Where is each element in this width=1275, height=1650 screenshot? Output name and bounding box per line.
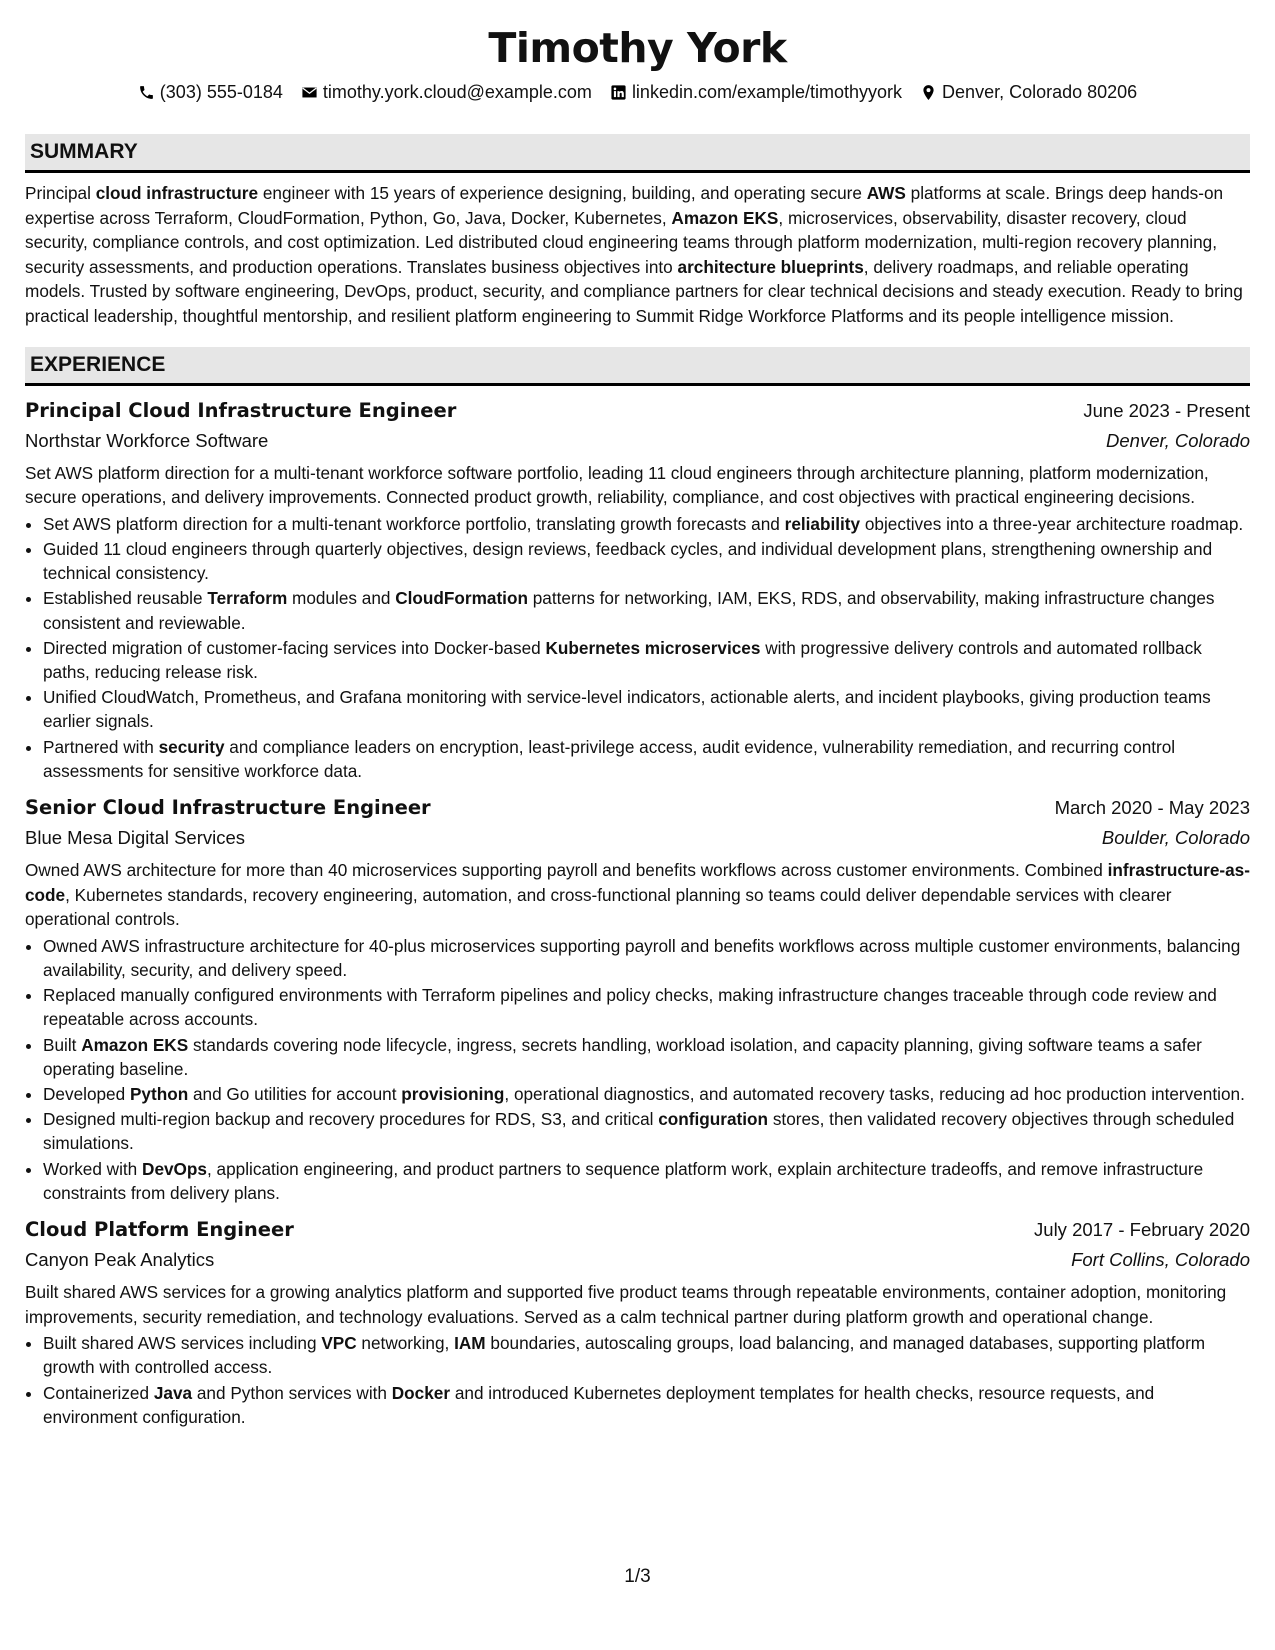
company-name: Canyon Peak Analytics <box>25 1249 215 1270</box>
bold-keyword: AWS <box>866 183 906 203</box>
company-name: Northstar Workforce Software <box>25 429 269 451</box>
linkedin-icon <box>610 84 627 101</box>
job-summary: Built shared AWS services for a growing analytics platform and supported five product teams through repeatable environments, container adoption, monitoring improvements, security remediation, and technology evaluations. Served as a calm technical partner during platform growth and operational change. <box>25 1282 1227 1327</box>
bullet-item: • Replaced manually configured environments with Terraform pipelines and policy checks, making infrastructure changes traceable through code review and repeatable across accounts. <box>43 983 1250 1031</box>
job-dates: June 2023 - Present <box>1083 399 1250 421</box>
bold-keyword: Python <box>129 1083 189 1104</box>
bullet-item: • Containerized Java and Python services with Docker and introduced Kubernetes deployment templates for health checks, resource requests, and environment configuration. <box>43 1381 1250 1429</box>
summary-paragraph: Principal cloud infrastructure engineer with 15 years of experience designing, building, and operating secure AWS platforms at scale. Brings deep hands-on expertise across Terraform, CloudFormation, Python, Go, Java, Docker, Kubernetes, Amazon EKS, microservices, observability, disaster recovery, cloud security, compliance controls, and cost optimization. Led distributed cloud engineering teams through platform modernization, multi-region recovery planning, security assessments, and production operations. Translates business objectives into architecture blueprints, delivery roadmaps, and reliable operating models. Trusted by software engineering, DevOps, product, security, and compliance partners for clear technical decisions and steady execution. Ready to bring practical leadership, thoughtful mentorship, and resilient platform engineering to Summit Ridge Workforce Platforms and its people intelligence mission. <box>25 183 1243 326</box>
job-location: Denver, Colorado <box>1106 429 1250 451</box>
bold-keyword: DevOps <box>142 1158 207 1179</box>
job-bullets <box>25 934 1250 1205</box>
bullet-item: • Directed migration of customer-facing services into Docker-based Kubernetes microservices with progressive delivery controls and automated rollback paths, reducing release risk. <box>43 636 1250 684</box>
bold-keyword: Java <box>153 1382 193 1403</box>
bullet-item: • Set AWS platform direction for a multi-tenant workforce portfolio, translating growth forecasts and reliability objectives into a three-year architecture roadmap. <box>43 512 1250 536</box>
job-title: Cloud Platform Engineer <box>25 1218 294 1241</box>
bold-keyword: reliability <box>784 513 861 534</box>
bold-keyword: Kubernetes microservices <box>545 637 761 658</box>
job-summary: Set AWS platform direction for a multi-tenant workforce software portfolio, leading 11 cloud engineers through architecture planning, platform modernization, secure operations, and delivery improvements. Connected product growth, reliability, compliance, and cost objectives with practical engineering decisions. <box>25 462 1209 508</box>
bullet-item: • Developed Python and Go utilities for account provisioning, operational diagnostics, and automated recovery tasks, reducing ad hoc production intervention. <box>43 1082 1250 1106</box>
bold-keyword: cloud infrastructure <box>95 183 259 203</box>
bold-keyword: Amazon EKS <box>671 207 779 228</box>
contact-location <box>920 80 1137 104</box>
bullet-item: • Built shared AWS services including VPC networking, IAM boundaries, autoscaling groups, load balancing, and managed databases, supporting platform growth with controlled access. <box>43 1331 1250 1379</box>
job-title-row <box>25 793 1250 823</box>
bold-keyword: IAM <box>454 1333 486 1354</box>
job-title: Senior Cloud Infrastructure Engineer <box>25 795 431 819</box>
page-number: 1/3 <box>624 1566 651 1587</box>
phone-icon <box>138 84 155 101</box>
job-company-row <box>25 426 1250 456</box>
envelope-icon <box>301 84 318 101</box>
company-name: Blue Mesa Digital Services <box>25 826 246 848</box>
phone-text: (303) 555-0184 <box>159 82 283 102</box>
map-pin-icon <box>920 84 937 101</box>
linkedin-link[interactable]: linkedin.com/example/timothyyork <box>631 82 903 102</box>
experience-list <box>25 396 1250 1429</box>
job-title-row <box>25 396 1250 426</box>
job-summary: Owned AWS architecture for more than 40 microservices supporting payroll and benefits workflows across customer environments. Combined infrastructure-as-code, Kubernetes standards, recovery engineering, automation, and cross-functional planning so teams could deliver dependable services with clearer operational controls. <box>25 859 1250 930</box>
bold-keyword: Terraform <box>207 588 288 609</box>
bullet-item: • Built Amazon EKS standards covering node lifecycle, ingress, secrets handling, workload isolation, and capacity planning, giving software teams a safer operating baseline. <box>43 1033 1250 1081</box>
location-text: Denver, Colorado 80206 <box>942 82 1138 102</box>
email-link[interactable]: timothy.york.cloud@example.com <box>322 82 592 102</box>
bold-keyword: Docker <box>391 1382 451 1403</box>
job-entry <box>25 793 1250 1205</box>
bullet-item: • Unified CloudWatch, Prometheus, and Grafana monitoring with service-level indicators, actionable alerts, and incident playbooks, giving production teams earlier signals. <box>43 685 1250 733</box>
contact-phone <box>138 80 283 104</box>
candidate-name: Timothy York <box>488 24 787 72</box>
job-entry <box>25 396 1250 783</box>
job-dates: July 2017 - February 2020 <box>1034 1219 1250 1240</box>
bullet-item: • Guided 11 cloud engineers through quarterly objectives, design reviews, feedback cycles, and individual development plans, strengthening ownership and technical consistency. <box>43 537 1250 585</box>
bold-keyword: provisioning <box>401 1083 505 1104</box>
bold-keyword: configuration <box>658 1109 769 1130</box>
bullet-item: • Designed multi-region backup and recovery procedures for RDS, S3, and critical configuration stores, then validated recovery objectives through scheduled simulations. <box>43 1107 1250 1155</box>
bullet-item: • Established reusable Terraform modules and CloudFormation patterns for networking, IAM, EKS, RDS, and observability, making infrastructure changes consistent and reviewable. <box>43 586 1250 634</box>
bold-keyword: infrastructure-as-code <box>25 859 1250 905</box>
summary-heading: SUMMARY <box>25 134 1250 173</box>
bold-keyword: security <box>158 736 225 757</box>
bold-keyword: Amazon EKS <box>81 1034 189 1055</box>
job-title: Principal Cloud Infrastructure Engineer <box>25 398 457 422</box>
resume-page <box>25 22 1250 1430</box>
bold-keyword: architecture blueprints <box>677 256 864 277</box>
job-location: Fort Collins, Colorado <box>1071 1249 1250 1270</box>
contact-email[interactable] <box>301 80 592 104</box>
bold-keyword: VPC <box>321 1333 357 1354</box>
job-entry <box>25 1215 1250 1429</box>
bullet-item: • Worked with DevOps, application engineering, and product partners to sequence platform work, explain architecture tradeoffs, and remove infrastructure constraints from delivery plans. <box>43 1157 1250 1205</box>
bold-keyword: CloudFormation <box>395 588 528 609</box>
job-company-row <box>25 1245 1250 1275</box>
job-bullets <box>25 512 1250 783</box>
bullet-item: • Owned AWS infrastructure architecture for 40-plus microservices supporting payroll and benefits workflows across multiple customer environments, balancing availability, security, and delivery speed. <box>43 934 1250 982</box>
job-bullets <box>25 1331 1250 1429</box>
job-company-row <box>25 823 1250 853</box>
job-title-row <box>25 1215 1250 1245</box>
contact-linkedin[interactable] <box>610 80 902 104</box>
bullet-item: • Partnered with security and compliance leaders on encryption, least-privilege access, audit evidence, vulnerability remediation, and recurring control assessments for sensitive workforce data. <box>43 735 1250 783</box>
job-dates: March 2020 - May 2023 <box>1054 796 1250 818</box>
contact-bar <box>25 80 1250 104</box>
job-location: Boulder, Colorado <box>1101 826 1250 848</box>
experience-heading: EXPERIENCE <box>25 347 1250 386</box>
